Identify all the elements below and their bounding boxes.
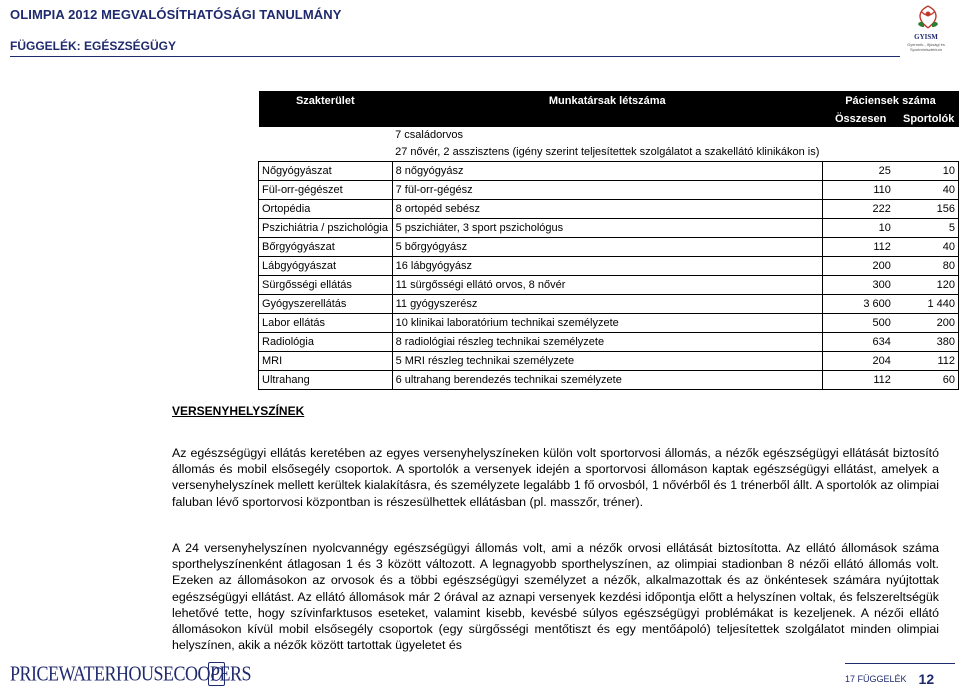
preamble-text: 7 családorvos xyxy=(395,129,463,141)
cell-total: 204 xyxy=(822,352,898,371)
cell-athletes: 60 xyxy=(899,371,959,390)
cell-athletes: 380 xyxy=(899,333,959,352)
cell-area: Gyógyszerellátás xyxy=(259,295,393,314)
table-row xyxy=(259,314,959,333)
preamble-row xyxy=(259,127,959,144)
cell-total: 222 xyxy=(822,200,898,219)
cell-total: 10 xyxy=(822,219,898,238)
cell-total: 634 xyxy=(822,333,898,352)
header-staff: Munkatársak létszáma xyxy=(392,91,822,111)
cell-staff: 8 ortopéd sebész xyxy=(392,200,822,219)
cell-staff: 11 gyógyszerész xyxy=(392,295,822,314)
cell-area: Nőgyógyászat xyxy=(259,162,393,181)
table-subheader-row xyxy=(259,111,959,127)
table-header-row xyxy=(259,91,959,111)
cell-staff: 7 fül-orr-gégész xyxy=(392,181,822,200)
cell-total: 112 xyxy=(822,371,898,390)
cell-total: 500 xyxy=(822,314,898,333)
cell-total: 300 xyxy=(822,276,898,295)
header-total: Összesen xyxy=(822,111,898,127)
cell-staff: 6 ultrahang berendezés technikai személyzete xyxy=(392,371,822,390)
table-row xyxy=(259,257,959,276)
cell-area: Labor ellátás xyxy=(259,314,393,333)
table-row xyxy=(259,295,959,314)
pwc-wordmark: PRICEWATERHOUSECOOPERS xyxy=(10,662,252,685)
gyism-logo-icon xyxy=(898,2,958,62)
cell-area: Radiológia xyxy=(259,333,393,352)
header-athletes: Sportolók xyxy=(899,111,959,127)
section-paragraph: Az egészségügyi ellátás keretében az egyes versenyhelyszíneken külön volt sportorvosi állomás, a nézők egészségügyi ellátását biztosító állomás és mobil elsősegély csoportok. A sportolók a versenyek idején a sportorvosi állomáson kaptak egészségügyi ellátást, amelyek a versenyhelyszínek mellett kerültek kialakításra, és személyzete legalább 1 fő orvosból, 1 nővérből és 1 trénerből állt. A sportolók az olimpiai faluban lévő sportorvosi központban is részesülhettek ellátásban (pl. masszőr, tréner). xyxy=(172,446,939,509)
section-title: VERSENYHELYSZÍNEK xyxy=(172,404,305,418)
logo-wordmark: GYISM xyxy=(914,33,938,41)
cell-athletes: 156 xyxy=(899,200,959,219)
table-row xyxy=(259,352,959,371)
footer-label: 17 FÜGGELÉK xyxy=(845,674,907,684)
cell-area: Fül-orr-gégészet xyxy=(259,181,393,200)
cell-area: Bőrgyógyászat xyxy=(259,238,393,257)
preamble-row xyxy=(259,144,959,162)
page-footer xyxy=(845,671,934,687)
cell-total: 112 xyxy=(822,238,898,257)
cell-athletes: 5 xyxy=(899,219,959,238)
cell-athletes: 80 xyxy=(899,257,959,276)
cell-area: Pszichiátria / pszichológia xyxy=(259,219,393,238)
cell-staff: 16 lábgyógyász xyxy=(392,257,822,276)
cell-staff: 5 bőrgyógyász xyxy=(392,238,822,257)
table-row xyxy=(259,181,959,200)
table-row xyxy=(259,276,959,295)
preamble-text: 27 nővér, 2 asszisztens (igény szerint teljesítettek szolgálatot a szakellátó klinikákon is) xyxy=(395,146,820,158)
header-area: Szakterület xyxy=(259,91,393,111)
header-patients: Páciensek száma xyxy=(822,91,958,111)
medical-staff-table xyxy=(258,91,959,390)
cell-athletes: 40 xyxy=(899,238,959,257)
document-subtitle: FÜGGELÉK: EGÉSZSÉGÜGY xyxy=(10,39,177,53)
cell-staff: 8 nőgyógyász xyxy=(392,162,822,181)
table-body xyxy=(259,127,959,390)
cell-athletes: 112 xyxy=(899,352,959,371)
cell-area: Ultrahang xyxy=(259,371,393,390)
table-row xyxy=(259,162,959,181)
cell-staff: 11 sürgősségi ellátó orvos, 8 nővér xyxy=(392,276,822,295)
section-paragraph: A 24 versenyhelyszínen nyolcvannégy egészségügyi állomás volt, ami a nézők orvosi ellátását biztosította. Az ellátó állomások száma sporthelyszínenként átlagosan 1 és 3 között változott. A legnagyobb sporthelyszínen, az olimpiai stadionban 8 nézői ellátó állomás volt. Ezeken az állomásokon az orvosok és a többi egészségügyi személyzet a nézők, alkalmazottak és az önkéntesek számára nyújtottak egészségügyi ellátást. Az ellátó állomások már 2 órával az aznapi versenyek kezdési időpontja előtt a helyszínen voltak, és felszereltségük lehetővé tette, hogy szívinfarktusos eseteket, valamint kisebb, kevésbé súlyos egészségügyi problémákat is kezeljenek. A nézői ellátó állomásokon kívül mobil elsősegély csoportok (egy sürgősségi mentőtiszt és egy mentőápoló) teljesítettek szolgálatot minden olimpiai helyszínen, akik a nézők között tartottak ügyeletet és xyxy=(172,541,939,653)
cell-total: 3 600 xyxy=(822,295,898,314)
cell-athletes: 1 440 xyxy=(899,295,959,314)
table-row xyxy=(259,219,959,238)
cell-area: Sürgősségi ellátás xyxy=(259,276,393,295)
table-row xyxy=(259,333,959,352)
cell-area: MRI xyxy=(259,352,393,371)
cell-total: 200 xyxy=(822,257,898,276)
cell-athletes: 10 xyxy=(899,162,959,181)
cell-staff: 5 pszichiáter, 3 sport pszichológus xyxy=(392,219,822,238)
header-divider xyxy=(10,56,900,57)
cell-total: 25 xyxy=(822,162,898,181)
cell-athletes: 200 xyxy=(899,314,959,333)
cell-staff: 8 radiológiai részleg technikai személyzete xyxy=(392,333,822,352)
cell-athletes: 120 xyxy=(899,276,959,295)
footer-divider xyxy=(845,663,955,664)
logo-subtext: Gyermek-, Ifjúsági és Sportminisztérium xyxy=(907,42,945,52)
document-title: OLIMPIA 2012 MEGVALÓSÍTHATÓSÁGI TANULMÁNY xyxy=(10,7,342,22)
table-row xyxy=(259,371,959,390)
pwc-logo xyxy=(10,662,252,688)
table-row xyxy=(259,200,959,219)
page-number: 12 xyxy=(918,671,935,687)
cell-area: Lábgyógyászat xyxy=(259,257,393,276)
cell-area: Ortopédia xyxy=(259,200,393,219)
cell-total: 110 xyxy=(822,181,898,200)
cell-athletes: 40 xyxy=(899,181,959,200)
cell-staff: 10 klinikai laboratórium technikai személyzete xyxy=(392,314,822,333)
pwc-badge-icon xyxy=(208,662,225,686)
cell-staff: 5 MRI részleg technikai személyzete xyxy=(392,352,822,371)
table-row xyxy=(259,238,959,257)
